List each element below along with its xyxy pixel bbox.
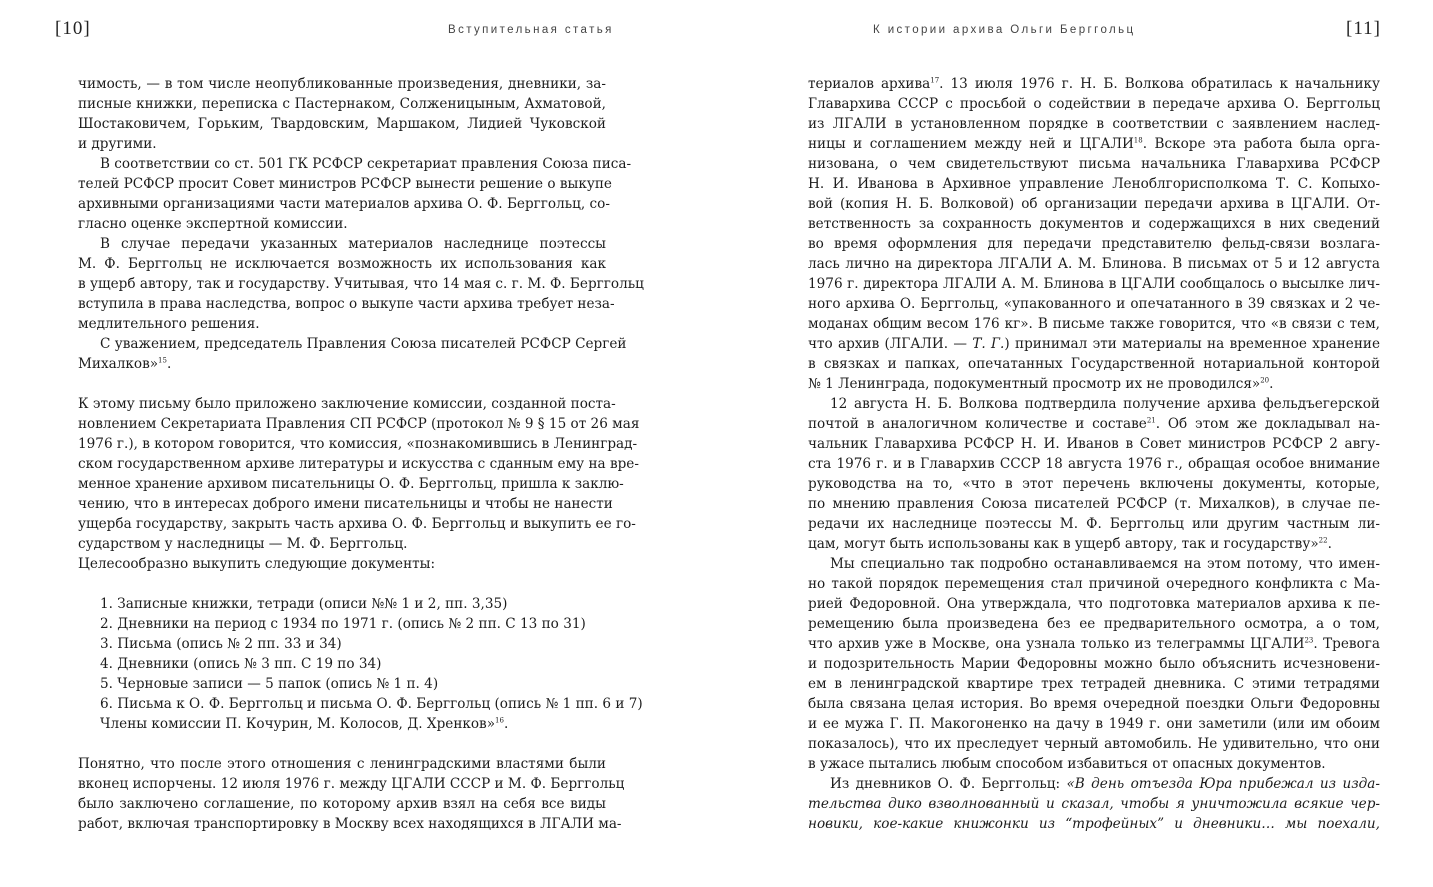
footnote-marker: 22 — [1318, 536, 1328, 545]
text-line — [78, 334, 627, 354]
text-line — [808, 674, 1380, 694]
footnote-marker: 23 — [1304, 636, 1314, 645]
text-line — [808, 374, 1380, 394]
line-text: гласно оценке экспертной комиссии. — [78, 216, 348, 232]
text-line — [808, 414, 1380, 434]
line-text: 12 августа Н. Б. Волкова подтвердила получение архива фельдъегерской — [830, 396, 1380, 412]
page-number-right: [11] — [1346, 18, 1381, 39]
list-item — [78, 694, 643, 714]
line-text: ста 1976 г. и в Главархив СССР 18 августа 1976 г., обращая особое внимание — [808, 456, 1380, 472]
line-text: ем в ленинградской квартире трех тетрадей дневника. С этими тетрадями — [808, 676, 1380, 692]
line-text-tail: . — [1269, 376, 1274, 392]
line-text: была связана целая история. Во время очередной поездки Ольги Федоровны — [808, 696, 1380, 712]
text-line — [808, 714, 1380, 734]
text-line — [78, 414, 640, 434]
line-text-tail: . Тревога — [1313, 636, 1380, 652]
text-line — [808, 454, 1380, 474]
line-text: почтой в аналогичном количестве и составе — [808, 416, 1147, 432]
text-line — [78, 534, 606, 554]
footnote-marker: 20 — [1260, 376, 1270, 385]
line-text: ного архива О. Берггольц, «упакованного и опечатанного в 39 связках и 2 че- — [808, 296, 1380, 312]
line-text: в ущерб автору, так и государству. Учитывая, что 14 мая с. г. М. Ф. Берггольц — [78, 276, 644, 292]
text-line — [78, 814, 622, 834]
text-line — [78, 754, 606, 774]
footnote-marker: 18 — [1133, 136, 1143, 145]
line-text: новлением Секретариата Правления СП РСФСР (протокол № 9 § 15 от 26 мая — [78, 416, 640, 432]
line-text: но такой порядок перемещения стал причиной очередного конфликта с Ма- — [808, 576, 1380, 592]
line-text: менное хранение архивом писательницы О. Ф. Берггольц, пришла к заклю- — [78, 476, 624, 492]
text-line — [808, 574, 1380, 594]
text-line — [808, 174, 1380, 194]
text-line — [808, 594, 1380, 614]
line-text-tail: ) принимал эти материалы на временное хранение — [1004, 336, 1381, 352]
line-text: 1. Записные книжки, тетради (описи №№ 1 и 2, пп. 3,35) — [100, 596, 508, 612]
text-line — [78, 294, 615, 314]
line-text: 4. Дневники (опись № 3 пп. С 19 по 34) — [100, 656, 382, 672]
line-text: Целесообразно выкупить следующие документы: — [78, 556, 436, 572]
line-text: 1976 г.), в котором говорится, что комиссия, «познакомившись в Ленинград- — [78, 436, 638, 452]
text-line — [808, 654, 1380, 674]
line-text: из ЛГАЛИ в установленном порядке в соответствии с заявлением наслед- — [808, 116, 1380, 132]
footnote-marker: 16 — [495, 716, 504, 725]
text-line — [808, 774, 1380, 794]
text-line — [808, 314, 1380, 334]
text-line — [78, 214, 606, 234]
line-text: 6. Письма к О. Ф. Берггольц и письма О. Ф. Берггольц (опись № 1 пп. 6 и 7) — [100, 696, 643, 712]
line-text: сударством у наследницы — М. Ф. Берггольц. — [78, 536, 408, 552]
text-line — [808, 734, 1380, 754]
list-item — [78, 614, 606, 634]
line-text: во время оформления для передачи представителю фельд-связи возлага- — [808, 236, 1380, 252]
line-text: чимость, — в том числе неопубликованные произведения, дневники, за- — [78, 76, 606, 92]
line-text: руководства на то, «что в этот перечень включены документы, которые, — [808, 476, 1380, 492]
text-line — [78, 134, 606, 154]
line-text: вой (копия Н. Б. Волковой) об организации передачи архива в ЦГАЛИ. От- — [808, 196, 1380, 212]
text-line — [78, 74, 606, 94]
text-line — [808, 474, 1380, 494]
text-line — [808, 154, 1380, 174]
line-text-tail: . — [1327, 536, 1332, 552]
paragraph-gap — [78, 734, 606, 754]
line-text: чальник Главархива РСФСР Н. И. Иванов в Совет министров РСФСР 2 авгу- — [808, 436, 1380, 452]
line-text: ремещению была произведена без ее предварительного осмотра, а о том, — [808, 616, 1380, 632]
text-line — [78, 314, 606, 334]
text-line — [808, 94, 1380, 114]
line-text: 1976 г. директора ЛГАЛИ А. М. Блинова в ЦГАЛИ сообщалось о высылке лич- — [808, 276, 1380, 292]
line-text: Главархива СССР с просьбой о содействии в передаче архива О. Берггольц — [808, 96, 1380, 112]
text-line — [78, 474, 624, 494]
text-line — [78, 434, 638, 454]
line-text: В соответствии со ст. 501 ГК РСФСР секретариат правления Союза писа- — [100, 156, 632, 172]
text-line — [78, 194, 610, 214]
line-text: Члены комиссии П. Кочурин, М. Колосов, Д. Хренков» — [100, 716, 496, 732]
text-line — [78, 234, 606, 254]
line-text: архивными организациями части материалов архива О. Ф. Берггольц, со- — [78, 196, 610, 212]
line-text: и подозрительность Марии Федоровны можно было объяснить исчезновени- — [808, 656, 1380, 672]
line-text: что архив (ЛГАЛИ. — — [808, 336, 973, 352]
text-line — [808, 254, 1380, 274]
line-text: М. Ф. Берггольц не исключается возможность их использования как — [78, 256, 606, 272]
text-line — [808, 114, 1380, 134]
line-text: цам, могут быть использованы как в ущерб автору, так и государству» — [808, 536, 1319, 552]
left-page — [0, 0, 716, 887]
text-line — [808, 134, 1380, 154]
text-line — [808, 274, 1380, 294]
line-text-tail: . Вскоре эта работа была орга- — [1142, 136, 1380, 152]
line-text-tail: . Об этом же докладывал на- — [1155, 416, 1380, 432]
text-line — [808, 514, 1380, 534]
text-line — [78, 254, 606, 274]
text-line — [78, 354, 606, 374]
left-body-text — [78, 74, 644, 834]
footnote-marker: 17 — [930, 76, 940, 85]
line-text: Понятно, что после этого отношения с ленинградскими властями были — [78, 756, 606, 772]
line-text: Шостаковичем, Горьким, Твардовским, Маршаком, Лидией Чуковской — [78, 116, 606, 132]
line-text: телей РСФСР просит Совет министров РСФСР вынести решение о выкупе — [78, 176, 612, 192]
right-page — [716, 0, 1433, 887]
line-text: вступила в права наследства, вопрос о выкупе части архива требует неза- — [78, 296, 615, 312]
list-item — [78, 594, 606, 614]
line-text: 5. Черновые записи — 5 папок (опись № 1 п. 4) — [100, 676, 439, 692]
text-line — [78, 154, 632, 174]
list-item — [78, 714, 606, 734]
text-line — [78, 774, 625, 794]
text-line — [808, 294, 1380, 314]
line-text-tail: . — [166, 356, 172, 372]
line-text: показалось), что их преследует черный автомобиль. Не удивительно, что они — [808, 736, 1380, 752]
line-text: что архив уже в Москве, она узнала только из телеграммы ЦГАЛИ — [808, 636, 1305, 652]
line-text: было заключено соглашение, по которому архив взял на себя все виды — [78, 796, 606, 812]
line-text: работ, включая транспортировку в Москву всех находящихся в ЛГАЛИ ма- — [78, 816, 622, 832]
list-item — [78, 634, 606, 654]
italic-text: Т. Г. — [972, 336, 1005, 352]
text-line — [78, 514, 636, 534]
line-text: С уважением, председатель Правления Союза писателей РСФСР Сергей — [100, 336, 627, 352]
text-line — [808, 354, 1380, 374]
line-text: моданах общим весом 176 кг». В письме также говорится, что «в связи с тем, — [808, 316, 1380, 332]
page-number-left: [10] — [55, 18, 91, 39]
paragraph-gap — [78, 374, 606, 394]
line-text-tail: . 13 июля 1976 г. Н. Б. Волкова обратилась к начальнику — [939, 76, 1380, 92]
line-text: и ее мужа Г. П. Макогоненко на дачу в 1949 г. они заметили (или им обоим — [808, 716, 1380, 732]
line-text: № 1 Ленинграда, подокументный просмотр их не проводился» — [808, 376, 1261, 392]
line-text: писные книжки, переписка с Пастернаком, Солженицыным, Ахматовой, — [78, 96, 606, 112]
text-line — [78, 94, 606, 114]
text-line — [808, 754, 1380, 774]
text-line — [78, 454, 639, 474]
footnote-marker: 15 — [158, 356, 167, 365]
line-text: Из дневников О. Ф. Берггольц: — [830, 776, 1067, 792]
line-text: ущерба государству, закрыть часть архива О. Ф. Берггольц и выкупить ее го- — [78, 516, 636, 532]
line-text-tail: . — [503, 716, 509, 732]
running-head-left: Вступительная статья — [448, 24, 614, 36]
text-line — [808, 814, 1380, 834]
text-line — [808, 394, 1380, 414]
text-line — [808, 194, 1380, 214]
paragraph-gap — [78, 574, 606, 594]
line-text: в связках и папках, опечатанных Государственной нотариальной конторой — [808, 356, 1380, 372]
line-text: чению, что в интересах доброго имени писательницы и чтобы не нанести — [78, 496, 613, 512]
line-text: в ужасе пытались любым способом избавиться от опасных документов. — [808, 756, 1326, 772]
line-text: лась лично на директора ЛГАЛИ А. М. Блинова. В письмах от 5 и 12 августа — [808, 256, 1380, 272]
text-line — [808, 694, 1380, 714]
line-text: низована, о чем свидетельствуют письма начальника Главархива РСФСР — [808, 156, 1380, 172]
text-line — [808, 634, 1380, 654]
line-text: Мы специально так подробно останавливаемся на этом потому, что имен- — [830, 556, 1380, 572]
line-text: ском государственном архиве литературы и искусства с сданным ему на вре- — [78, 456, 639, 472]
text-line — [808, 534, 1380, 554]
line-text: Н. И. Иванова в Архивное управление Леноблгорисполкома Т. С. Копыхо- — [808, 176, 1380, 192]
line-text: рией Федоровной. Она утверждала, что подготовка материалов архива к пе- — [808, 596, 1380, 612]
footnote-marker: 21 — [1146, 416, 1156, 425]
line-text: по мнению правления Союза писателей РСФСР (т. Михалков), в случае пе- — [808, 496, 1380, 512]
text-line — [808, 494, 1380, 514]
text-line — [808, 334, 1380, 354]
line-text: В случае передачи указанных материалов наследнице поэтессы — [100, 236, 606, 252]
right-body-text — [808, 74, 1380, 834]
text-line — [78, 794, 606, 814]
text-line — [808, 434, 1380, 454]
text-line — [78, 554, 606, 574]
text-line — [78, 174, 612, 194]
line-text: медлительного решения. — [78, 316, 260, 332]
text-line — [808, 614, 1380, 634]
text-line — [808, 214, 1380, 234]
italic-text: новики, кое-какие книжонки из “трофейных” и дневники… мы поехали, — [808, 816, 1380, 832]
text-line — [78, 494, 613, 514]
list-item — [78, 654, 606, 674]
text-line — [78, 394, 616, 414]
line-text: редачи их наследнице поэтессы М. Ф. Берггольц или другим частным ли- — [808, 516, 1380, 532]
line-text: и другими. — [78, 136, 157, 152]
italic-text: «В день отъезда Юра прибежал из изда- — [1066, 776, 1380, 792]
line-text: К этому письму было приложено заключение комиссии, созданной поста- — [78, 396, 616, 412]
text-line — [808, 554, 1380, 574]
line-text: Михалков» — [78, 356, 159, 372]
text-line — [808, 234, 1380, 254]
line-text: ветственность за сохранность документов и содержащихся в них сведений — [808, 216, 1380, 232]
text-line — [808, 74, 1380, 94]
line-text: 2. Дневники на период с 1934 по 1971 г. (опись № 2 пп. С 13 по 31) — [100, 616, 586, 632]
italic-text: тельства дико взволнованный и сказал, чтобы я уничтожила всякие чер- — [808, 796, 1380, 812]
text-line — [78, 274, 644, 294]
line-text: 3. Письма (опись № 2 пп. 33 и 34) — [100, 636, 342, 652]
text-line — [808, 794, 1380, 814]
running-head-right: К истории архива Ольги Берггольц — [873, 24, 1136, 36]
line-text: ницы и соглашением между ней и ЦГАЛИ — [808, 136, 1134, 152]
text-line — [78, 114, 606, 134]
list-item — [78, 674, 606, 694]
line-text: вконец испорчены. 12 июля 1976 г. между ЦГАЛИ СССР и М. Ф. Берггольц — [78, 776, 625, 792]
line-text: териалов архива — [808, 76, 931, 92]
